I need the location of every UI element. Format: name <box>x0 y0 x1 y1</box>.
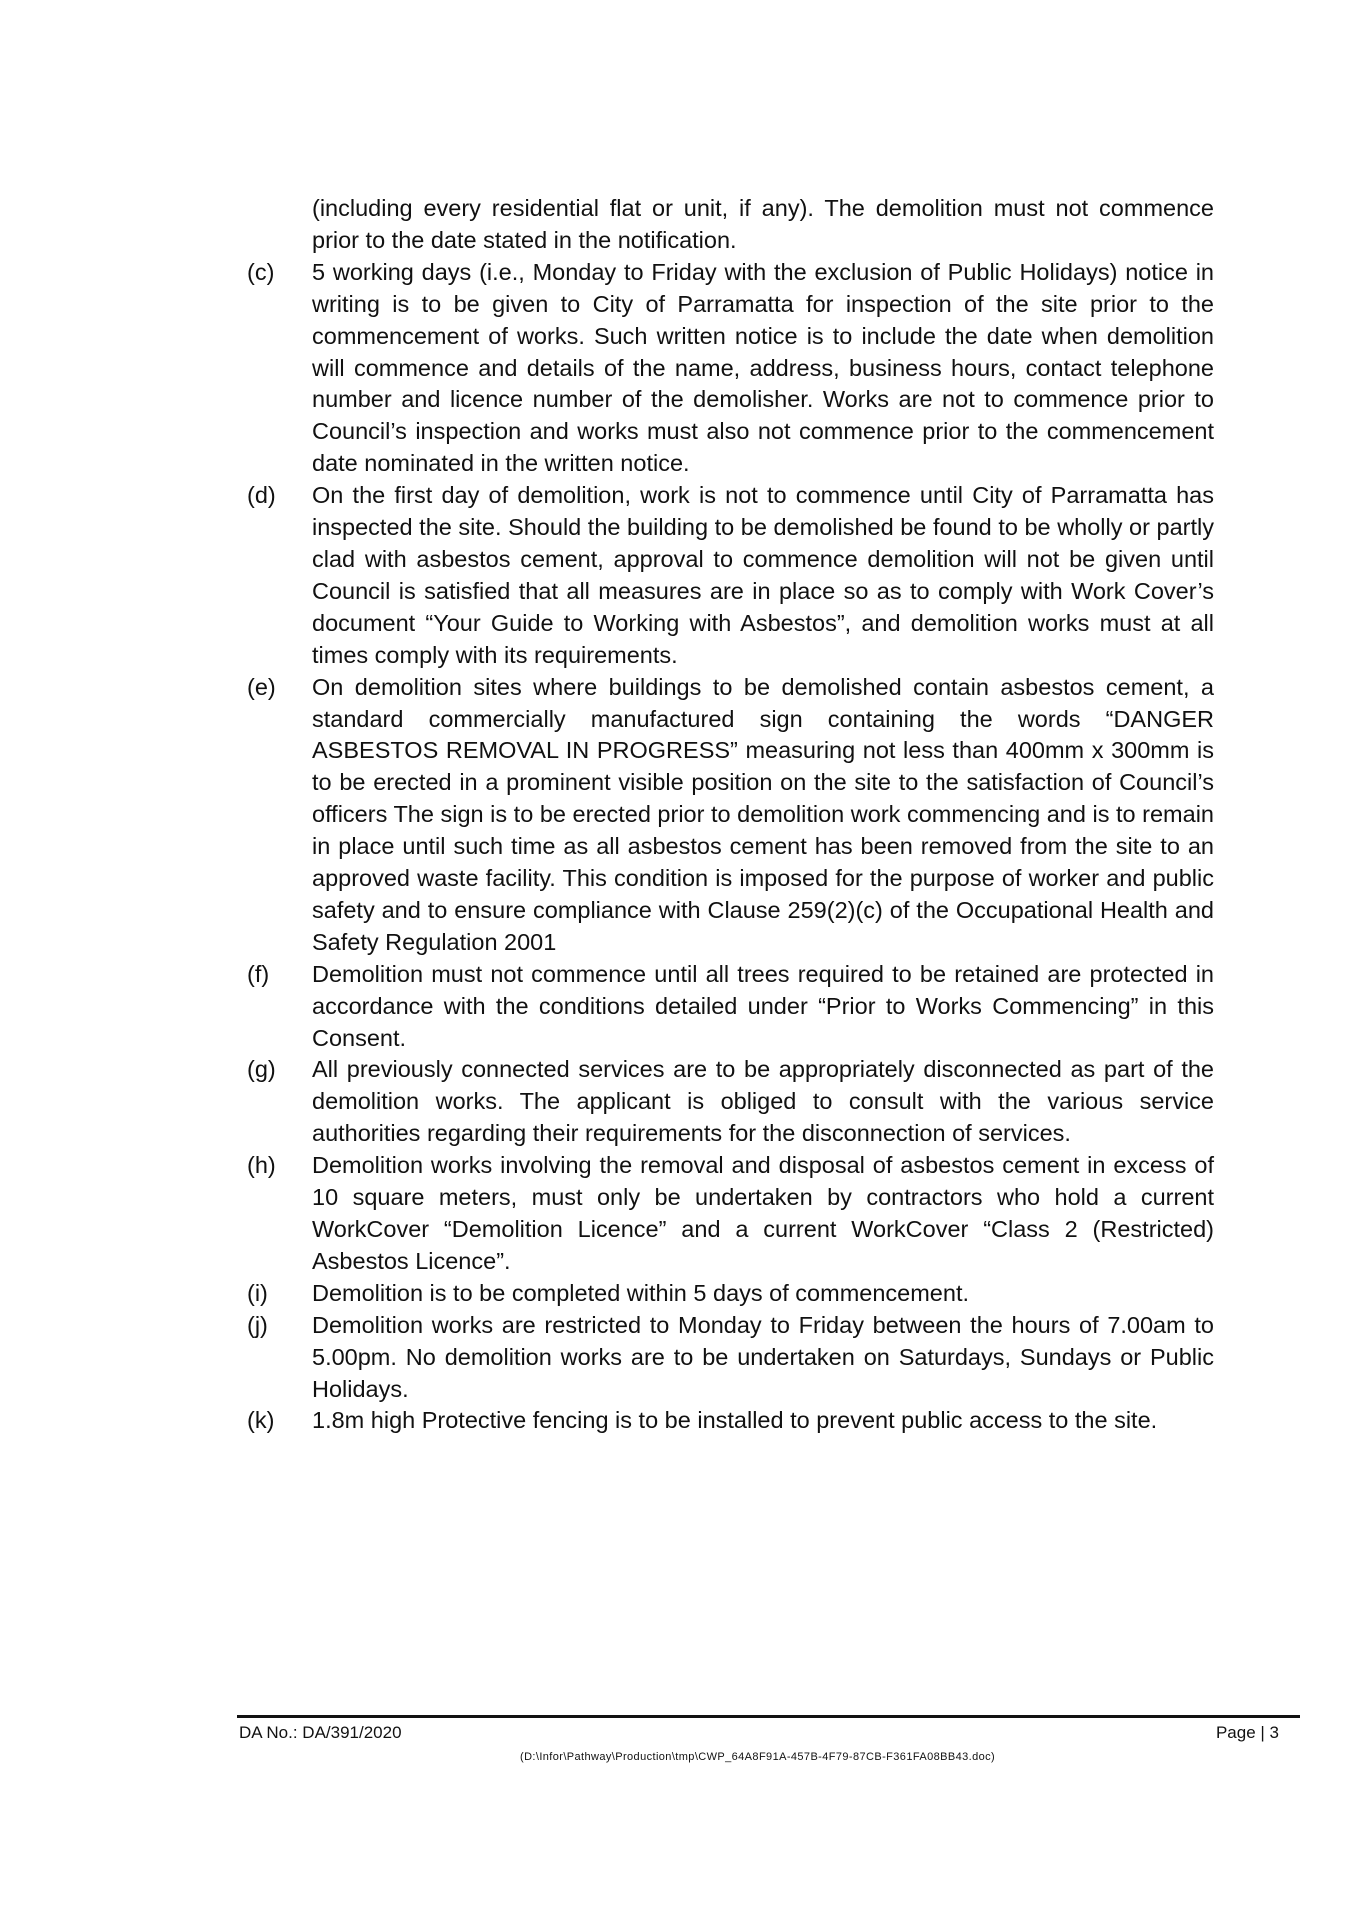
condition-item-g <box>247 1054 1214 1150</box>
item-label: (f) <box>247 960 270 987</box>
item-text: Demolition is to be completed within 5 days of commencement. <box>312 1279 970 1306</box>
item-label: (i) <box>247 1279 268 1306</box>
condition-item-j <box>247 1310 1214 1406</box>
item-text: Demolition works involving the removal and disposal of asbestos cement in excess of 10 square meters, must only be undertaken by contractors who hold a current WorkCover “Demolition Licence” and a current WorkCover “Class 2 (Restricted) Asbestos Licence”. <box>312 1152 1214 1274</box>
item-label: (k) <box>247 1407 275 1434</box>
item-text: Demolition works are restricted to Monday to Friday between the hours of 7.00am to 5.00pm. No demolition works are to be undertaken on Saturdays, Sundays or Public Holidays. <box>312 1311 1214 1402</box>
item-text: All previously connected services are to be appropriately disconnected as part of the demolition works. The applicant is obliged to consult with the various service authorities regarding their requirements for the disconnection of services. <box>312 1056 1214 1147</box>
condition-item-f <box>247 959 1214 1055</box>
item-text: 1.8m high Protective fencing is to be installed to prevent public access to the site. <box>312 1407 1158 1434</box>
condition-item-e <box>247 672 1214 959</box>
footer-divider <box>237 1715 1300 1718</box>
continuation-paragraph: (including every residential flat or unit, if any). The demolition must not commence prior to the date stated in the notification. <box>312 195 1214 253</box>
document-body <box>247 193 1214 1437</box>
item-text: 5 working days (i.e., Monday to Friday with the exclusion of Public Holidays) notice in writing is to be given to City of Parramatta for inspection of the site prior to the commencement of works. Such written notice is to include the date when demolition will commence and details of the name, address, business hours, contact telephone number and licence number of the demolisher. Works are not to commence prior to Council’s inspection and works must also not commence prior to the commencement date nominated in the written notice. <box>312 258 1214 477</box>
condition-item-h <box>247 1150 1214 1278</box>
item-label: (e) <box>247 673 276 700</box>
condition-item-d <box>247 480 1214 671</box>
item-text: On demolition sites where buildings to be demolished contain asbestos cement, a standard commercially manufactured sign containing the words “DANGER ASBESTOS REMOVAL IN PROGRESS” measuring not less than 400mm x 300mm is to be erected in a prominent visible position on the site to the satisfaction of Council’s officers The sign is to be erected prior to demolition work commencing and is to remain in place until such time as all asbestos cement has been removed from the site to an approved waste facility. This condition is imposed for the purpose of worker and public safety and to ensure compliance with Clause 259(2)(c) of the Occupational Health and Safety Regulation 2001 <box>312 673 1214 955</box>
condition-item-c <box>247 257 1214 480</box>
item-label: (h) <box>247 1152 276 1179</box>
item-label: (j) <box>247 1311 268 1338</box>
footer-page-number: Page | 3 <box>1215 1723 1279 1742</box>
footer-da-number: DA No.: DA/391/2020 <box>239 1723 402 1742</box>
item-text: Demolition must not commence until all trees required to be retained are protected in accordance with the conditions detailed under “Prior to Works Commencing” in this Consent. <box>312 960 1214 1051</box>
item-text: On the first day of demolition, work is not to commence until City of Parramatta has inspected the site. Should the building to be demolished be found to be wholly or partly clad with asbestos cement, approval to commence demolition will not be given until Council is satisfied that all measures are in place so as to comply with Work Cover’s document “Your Guide to Working with Asbestos”, and demolition works must at all times comply with its requirements. <box>312 482 1214 668</box>
condition-item-k <box>247 1405 1214 1437</box>
condition-item-i <box>247 1278 1214 1310</box>
item-label: (d) <box>247 482 276 509</box>
footer-file-path: (D:\Infor\Pathway\Production\tmp\CWP_64A8F91A-457B-4F79-87CB-F361FA08BB43.doc) <box>520 1751 996 1763</box>
item-label: (g) <box>247 1056 276 1083</box>
item-label: (c) <box>247 258 275 285</box>
